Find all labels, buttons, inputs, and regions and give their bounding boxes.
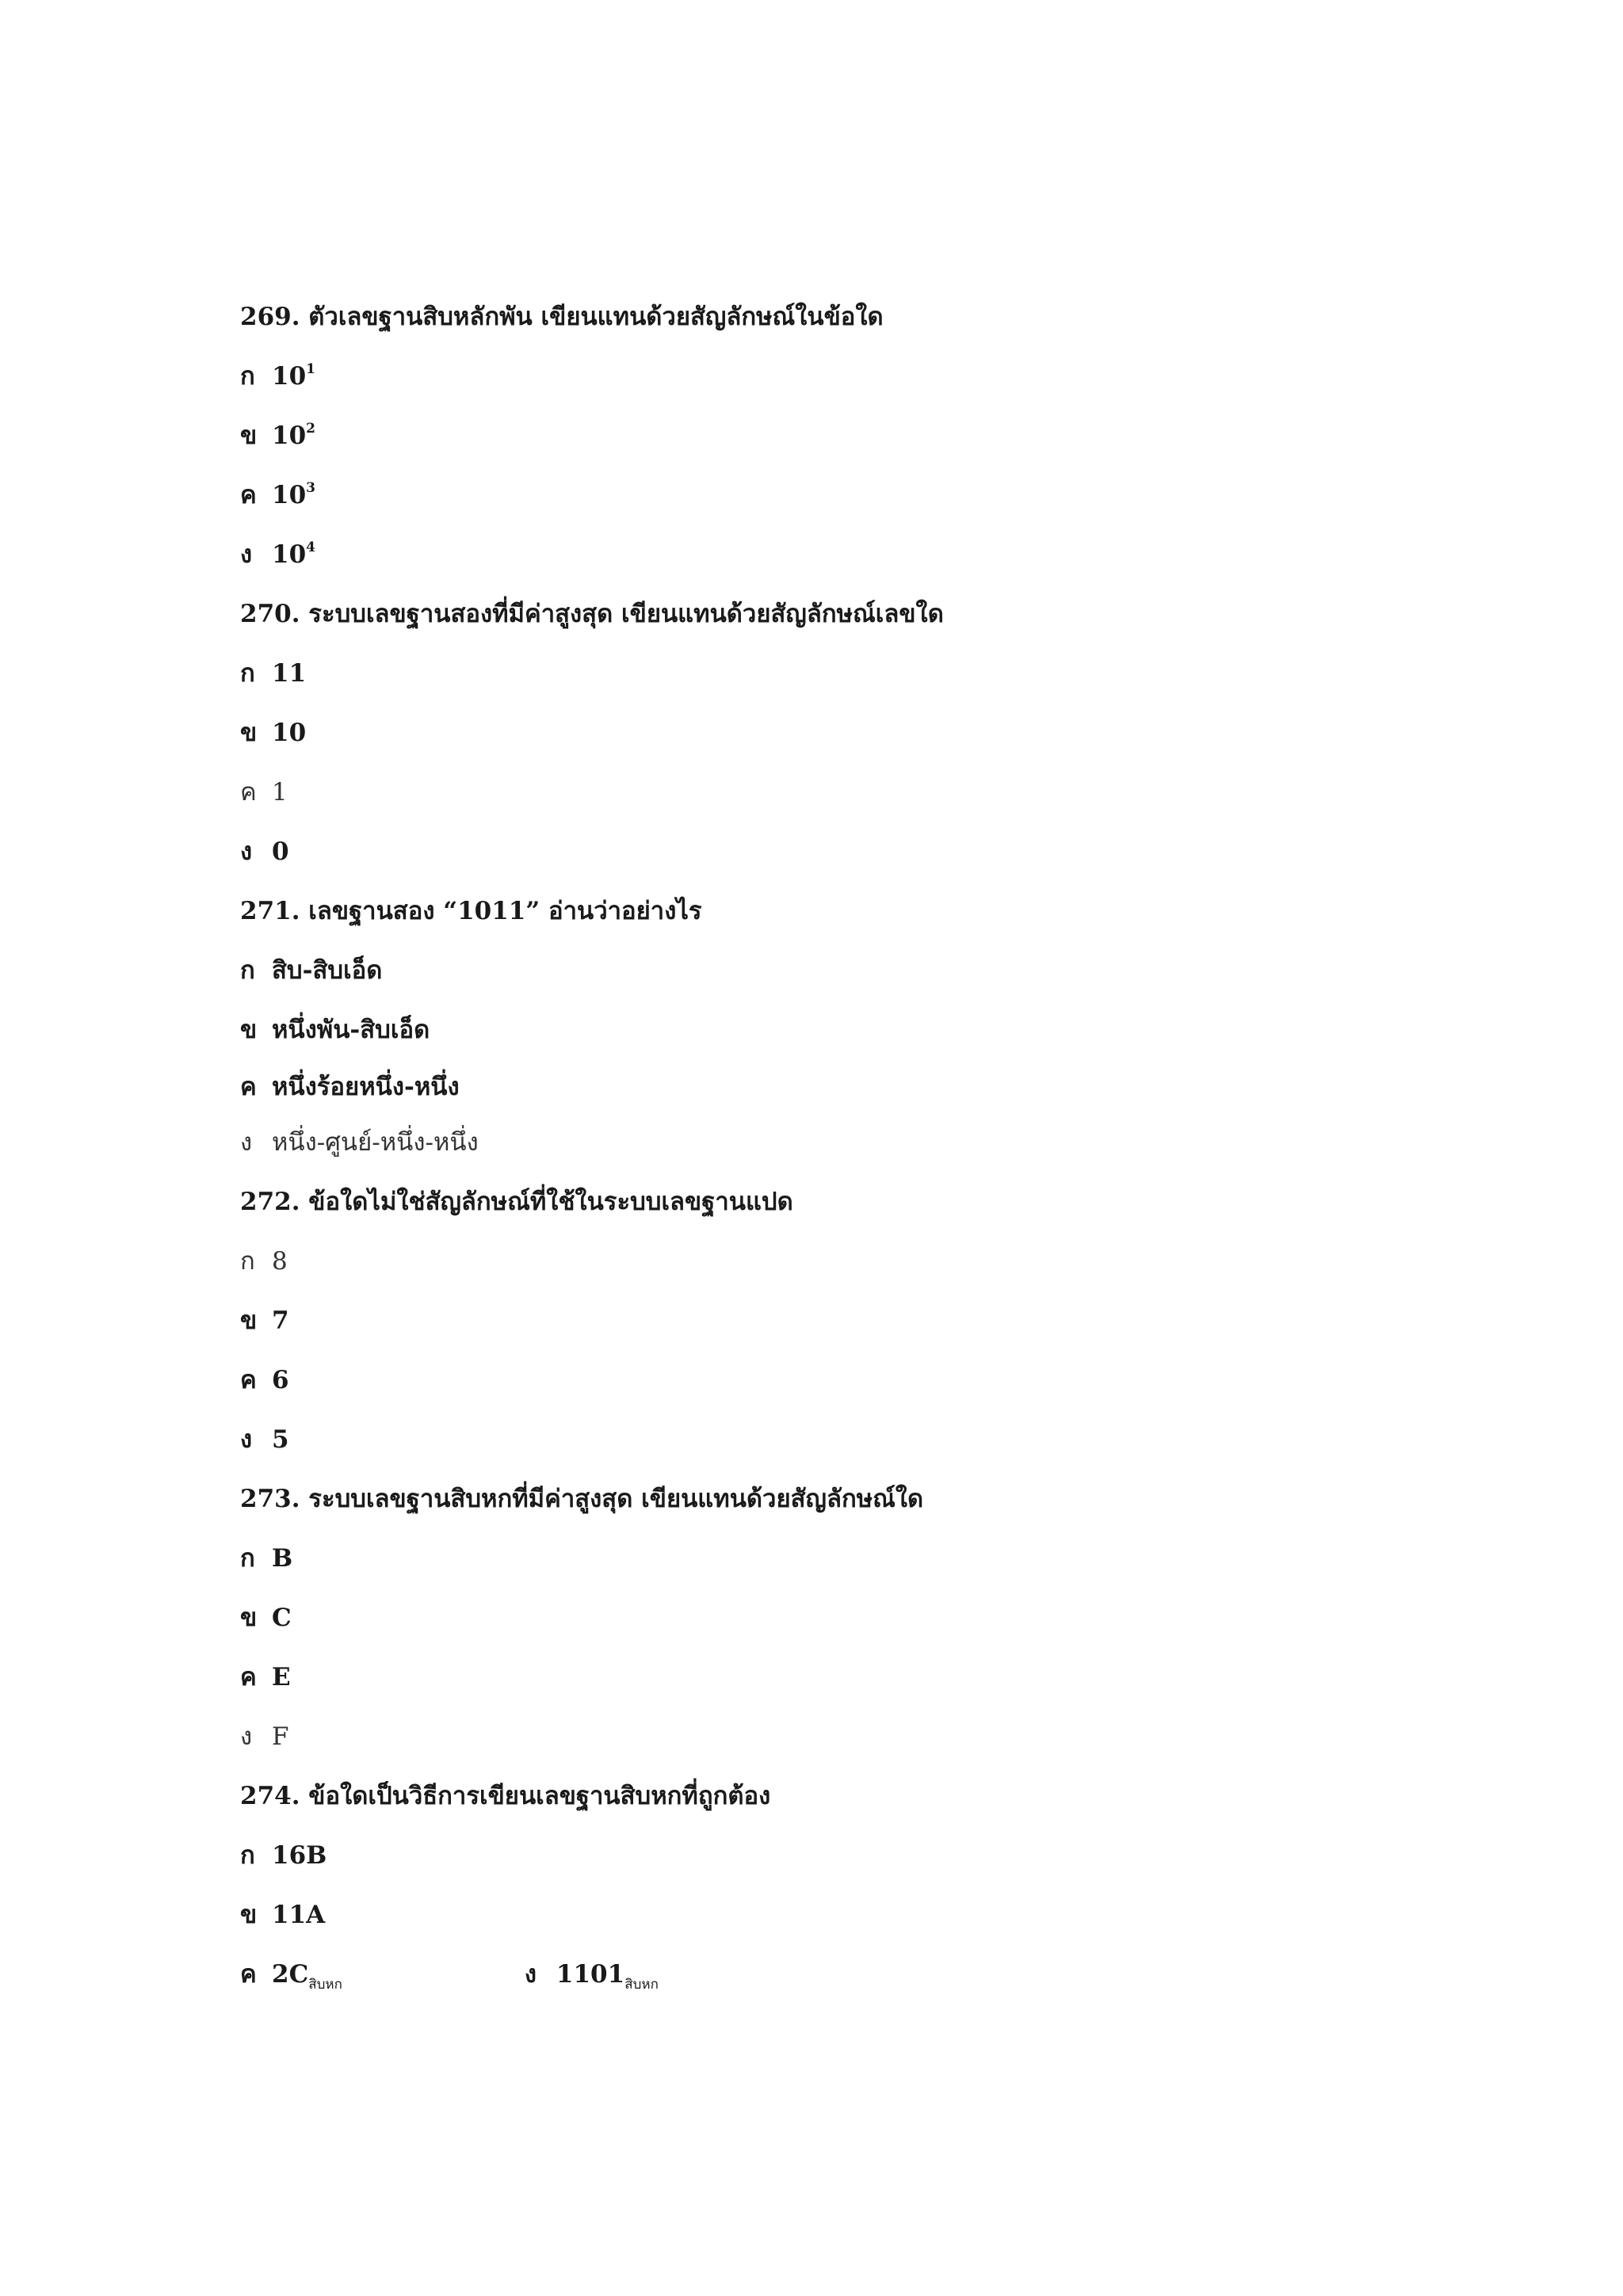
- option-letter: ข: [240, 719, 258, 747]
- q273-option-b: [240, 1602, 292, 1634]
- option-letter: ง: [240, 837, 253, 866]
- option-letter: ข: [240, 1604, 258, 1632]
- question-270: 270. ระบบเลขฐานสองที่มีค่าสูงสุด เขียนแทนด้วยสัญลักษณ์เลขใด: [240, 600, 944, 628]
- option-subscript: สิบหก: [624, 1977, 659, 1993]
- option-letter: ข: [240, 421, 258, 450]
- q274-option-a: [240, 1840, 327, 1871]
- option-text: F: [272, 1722, 289, 1751]
- q271-option-d: [240, 1127, 479, 1158]
- option-exponent: 1: [306, 361, 315, 377]
- option-text: 10: [272, 719, 307, 747]
- q270-option-b: [240, 717, 306, 749]
- q271-option-b: [240, 1014, 430, 1046]
- option-text: หนึ่งพัน-สิบเอ็ด: [272, 1016, 430, 1044]
- q273-option-c: [240, 1661, 291, 1693]
- option-letter: ก: [240, 956, 255, 985]
- option-text: C: [272, 1604, 292, 1632]
- option-letter: ง: [524, 1960, 537, 1989]
- option-text: 1101: [556, 1960, 625, 1989]
- question-274: 274. ข้อใดเป็นวิธีการเขียนเลขฐานสิบหกที่ถูกต้อง: [240, 1782, 771, 1810]
- option-text: 16B: [272, 1841, 327, 1870]
- q272-option-c: [240, 1364, 289, 1396]
- option-text: E: [272, 1663, 291, 1691]
- option-letter: ง: [240, 1722, 253, 1751]
- option-letter: ค: [240, 1366, 257, 1394]
- question-273: 273. ระบบเลขฐานสิบหกที่มีค่าสูงสุด เขียนแทนด้วยสัญลักษณ์ใด: [240, 1485, 924, 1513]
- option-base: 10: [272, 540, 307, 569]
- option-text: 5: [272, 1425, 289, 1454]
- option-base: 10: [272, 362, 307, 391]
- option-text: สิบ-สิบเอ็ด: [272, 956, 383, 985]
- question-272: 272. ข้อใดไม่ใช่สัญลักษณ์ที่ใช้ในระบบเลขฐานแปด: [240, 1188, 793, 1216]
- option-letter: ง: [240, 540, 253, 569]
- q274-option-b: [240, 1899, 325, 1931]
- q274-option-c: [240, 1960, 342, 1993]
- q269-option-a: [240, 360, 315, 392]
- q269-option-c: [240, 479, 315, 511]
- option-text: 11A: [272, 1901, 326, 1929]
- option-letter: ข: [240, 1901, 258, 1929]
- option-exponent: 2: [306, 421, 315, 437]
- option-letter: ง: [240, 1128, 253, 1157]
- option-letter: ข: [240, 1306, 258, 1335]
- q274-options-c-d: [240, 1958, 659, 1993]
- option-exponent: 3: [306, 480, 315, 496]
- q270-option-d: [240, 836, 289, 868]
- option-letter: ข: [240, 1016, 258, 1044]
- option-text: 11: [272, 659, 307, 688]
- option-letter: ค: [240, 778, 257, 807]
- q273-option-a: [240, 1543, 292, 1574]
- q270-option-c: [240, 776, 288, 808]
- option-subscript: สิบหก: [308, 1977, 342, 1993]
- option-letter: ก: [240, 1841, 255, 1870]
- q269-option-b: [240, 420, 315, 452]
- q272-option-d: [240, 1424, 289, 1455]
- option-text: 8: [272, 1247, 288, 1276]
- option-text: หนึ่ง-ศูนย์-หนึ่ง-หนึ่ง: [272, 1128, 479, 1157]
- q273-option-d: [240, 1721, 289, 1753]
- option-text: 1: [272, 778, 288, 807]
- option-letter: ค: [240, 1073, 257, 1101]
- q271-option-a: [240, 955, 382, 986]
- option-base: 10: [272, 481, 307, 509]
- option-letter: ก: [240, 362, 255, 391]
- option-base: 10: [272, 421, 307, 450]
- q271-option-c: [240, 1071, 460, 1103]
- option-letter: ก: [240, 659, 255, 688]
- option-letter: ก: [240, 1544, 255, 1573]
- option-letter: ก: [240, 1247, 255, 1276]
- q274-option-d: [524, 1960, 659, 1993]
- q272-option-a: [240, 1245, 288, 1277]
- option-text: 2C: [272, 1960, 309, 1989]
- option-text: หนึ่งร้อยหนึ่ง-หนึ่ง: [272, 1073, 460, 1101]
- question-269: 269. ตัวเลขฐานสิบหลักพัน เขียนแทนด้วยสัญลักษณ์ในข้อใด: [240, 303, 884, 331]
- q270-option-a: [240, 658, 306, 689]
- option-text: 0: [272, 837, 289, 866]
- question-271: 271. เลขฐานสอง “1011” อ่านว่าอย่างไร: [240, 897, 702, 925]
- option-text: B: [272, 1544, 293, 1573]
- option-text: 7: [272, 1306, 289, 1335]
- option-letter: ค: [240, 481, 257, 509]
- option-letter: ง: [240, 1425, 253, 1454]
- option-letter: ค: [240, 1663, 257, 1691]
- option-exponent: 4: [306, 540, 315, 555]
- q269-option-d: [240, 539, 315, 570]
- option-letter: ค: [240, 1960, 257, 1989]
- option-text: 6: [272, 1366, 289, 1394]
- q272-option-b: [240, 1305, 289, 1337]
